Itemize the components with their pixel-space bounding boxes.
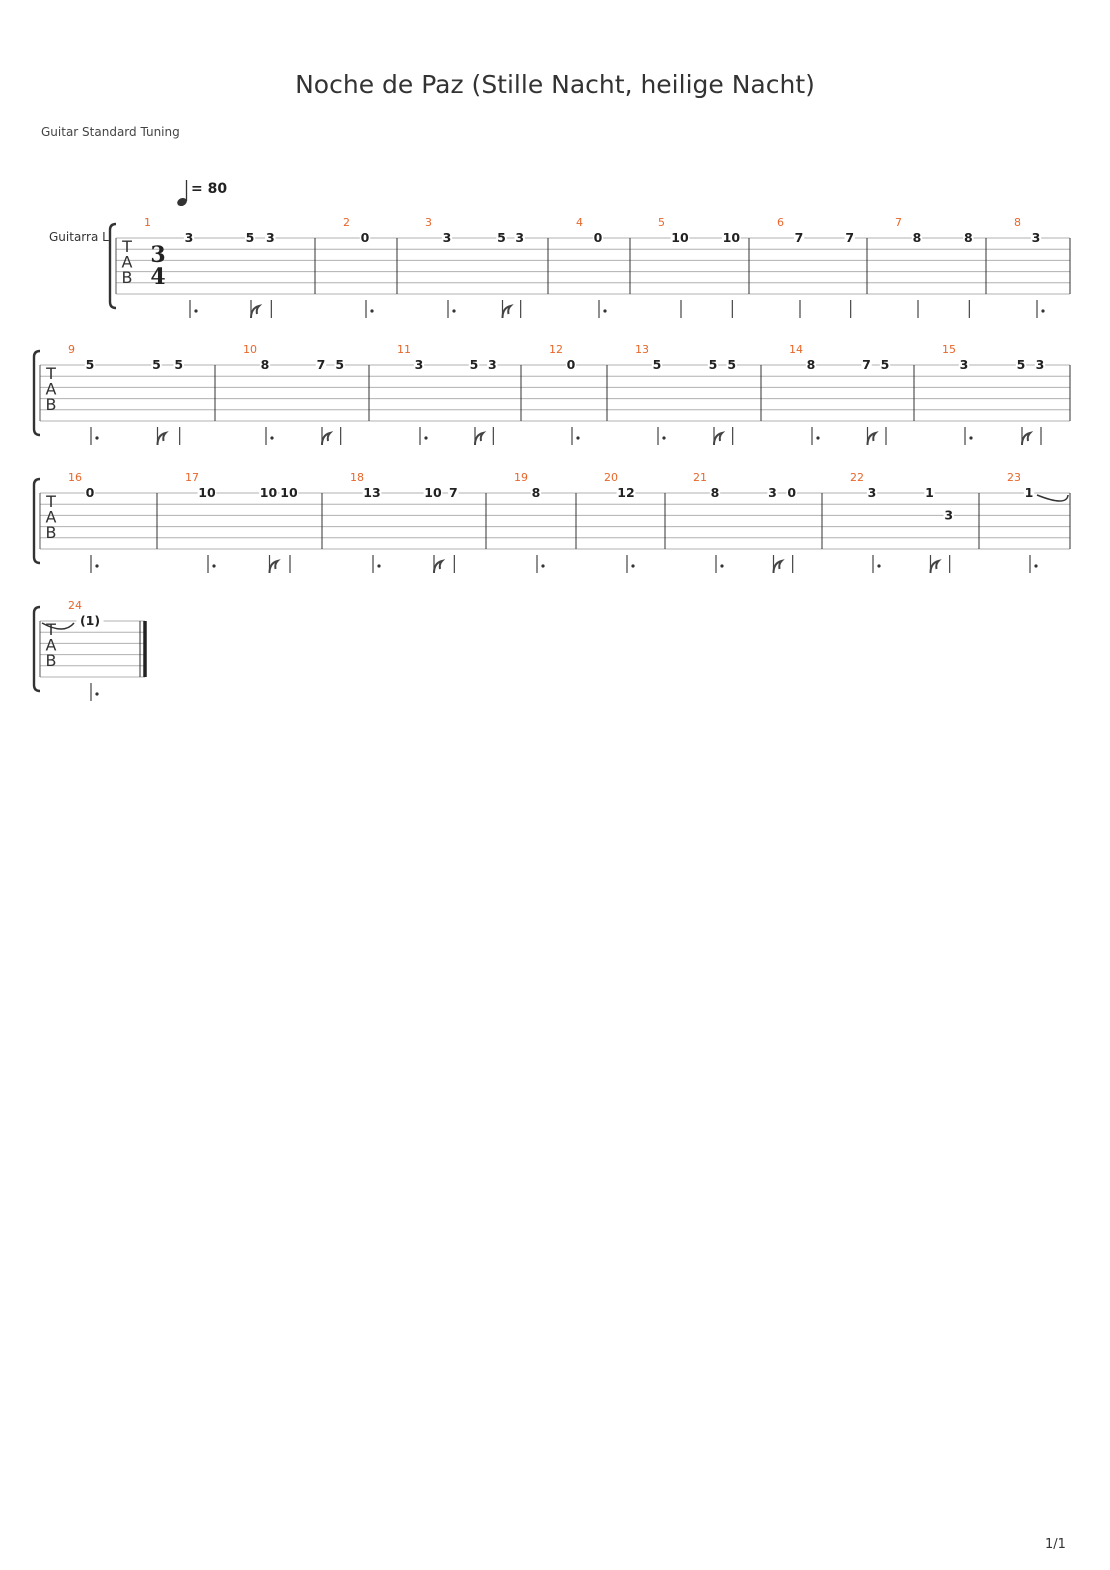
eighth-flag — [322, 433, 330, 445]
system-bracket — [110, 224, 116, 308]
fret-number: 3 — [184, 230, 194, 245]
measure-number: 20 — [604, 471, 618, 484]
fret-number: 1 — [1024, 485, 1034, 500]
dot-mark — [95, 564, 98, 567]
fret-number: 1 — [925, 485, 934, 500]
dot-mark — [270, 436, 273, 439]
dot-mark — [452, 309, 455, 312]
time-signature-bottom: 4 — [150, 264, 166, 290]
fret-number: 8 — [531, 485, 541, 500]
tab-clef-letter: T — [46, 364, 56, 383]
dot-mark — [1034, 564, 1037, 567]
fret-number: 3 — [959, 357, 969, 372]
fret-number: 3 — [944, 507, 954, 523]
fret-number: 10 — [280, 485, 298, 500]
tab-clef-letter: T — [46, 620, 56, 639]
fret-number: 8 — [912, 230, 922, 245]
measure-number: 16 — [68, 471, 82, 484]
measure-number: 19 — [514, 471, 528, 484]
tie-arc — [1037, 495, 1068, 501]
measure-number: 10 — [243, 343, 257, 356]
eighth-flag — [931, 561, 939, 573]
fret-number: 13 — [363, 485, 381, 500]
eighth-flag — [714, 433, 722, 445]
fret-number: 7 — [316, 357, 326, 372]
tab-clef-letter: B — [45, 523, 57, 542]
fret-number: 3 — [1035, 357, 1045, 372]
measure-number: 17 — [185, 471, 199, 484]
fret-number: (1) — [79, 613, 101, 628]
tab-clef-letter: A — [45, 635, 57, 655]
measure-number: 21 — [693, 471, 707, 484]
dot-mark — [877, 564, 880, 567]
tab-clef-letter: A — [45, 507, 57, 527]
measure-number: 6 — [777, 216, 784, 229]
measure-number: 14 — [789, 343, 803, 356]
fret-number: 5 — [880, 357, 890, 372]
fret-number: 5 — [1016, 357, 1026, 372]
time-signature-top: 3 — [150, 242, 166, 268]
measure-number: 13 — [635, 343, 649, 356]
song-title: Noche de Paz (Stille Nacht, heilige Nacht) — [295, 70, 815, 99]
measure-number: 4 — [576, 216, 583, 229]
measure-number: 5 — [658, 216, 665, 229]
fret-number: 0 — [593, 230, 603, 245]
fret-number: 3 — [515, 230, 525, 245]
dot-mark — [1041, 309, 1044, 312]
tab-clef-letter: T — [46, 492, 56, 511]
system-bracket — [34, 479, 40, 563]
measure-number: 18 — [350, 471, 364, 484]
measure-number: 22 — [850, 471, 864, 484]
tab-clef-letter: B — [45, 395, 57, 414]
fret-number: 8 — [963, 230, 973, 245]
fret-number: 3 — [442, 230, 452, 245]
eighth-flag — [503, 306, 511, 318]
eighth-flag — [774, 561, 782, 573]
fret-number: 3 — [265, 230, 275, 245]
measure-number: 12 — [549, 343, 563, 356]
fret-number: 3 — [487, 357, 497, 372]
dot-mark — [377, 564, 380, 567]
dot-mark — [424, 436, 427, 439]
measure-number: 7 — [895, 216, 902, 229]
tab-clef-letter: T — [122, 237, 132, 256]
eighth-flag — [475, 433, 483, 445]
dot-mark — [969, 436, 972, 439]
fret-number: 5 — [708, 357, 718, 372]
fret-number: 0 — [360, 230, 370, 245]
fret-number: 10 — [671, 230, 689, 245]
dot-mark — [541, 564, 544, 567]
dot-mark — [631, 564, 634, 567]
tab-clef-letter: A — [121, 252, 133, 272]
measure-number: 23 — [1007, 471, 1021, 484]
dot-mark — [194, 309, 197, 312]
eighth-flag — [1022, 433, 1030, 445]
fret-number: 0 — [787, 485, 797, 500]
dot-mark — [603, 309, 606, 312]
tab-clef-letter: B — [121, 268, 133, 287]
eighth-flag — [158, 433, 166, 445]
dot-mark — [95, 692, 98, 695]
fret-number: 8 — [806, 357, 816, 372]
dot-mark — [212, 564, 215, 567]
dot-mark — [95, 436, 98, 439]
fret-number: 5 — [335, 357, 345, 372]
measure-number: 24 — [68, 599, 82, 612]
measure-number: 11 — [397, 343, 411, 356]
tempo-label: = 80 — [191, 181, 228, 197]
fret-number: 3 — [768, 485, 777, 500]
fret-number: 10 — [198, 485, 216, 500]
fret-number: 0 — [85, 485, 95, 500]
measure-number: 2 — [343, 216, 350, 229]
eighth-flag — [434, 561, 442, 573]
fret-number: 5 — [152, 357, 161, 372]
fret-number: 8 — [710, 485, 720, 500]
fret-number: 5 — [652, 357, 662, 372]
fret-number: 7 — [794, 230, 804, 245]
fret-number: 10 — [424, 485, 442, 500]
measure-number: 9 — [68, 343, 75, 356]
tab-clef-letter: A — [45, 379, 57, 399]
fret-number: 5 — [727, 357, 737, 372]
tab-clef-letter: B — [45, 651, 57, 670]
measure-number: 15 — [942, 343, 956, 356]
fret-number: 3 — [1031, 230, 1041, 245]
eighth-flag — [868, 433, 876, 445]
measure-number: 8 — [1014, 216, 1021, 229]
fret-number: 7 — [862, 357, 871, 372]
measure-number: 3 — [425, 216, 432, 229]
fret-number: 10 — [259, 485, 278, 500]
fret-number: 0 — [566, 357, 576, 372]
system-bracket — [34, 607, 40, 691]
dot-mark — [662, 436, 665, 439]
fret-number: 5 — [174, 357, 184, 372]
fret-number: 12 — [617, 485, 635, 500]
fret-number: 7 — [448, 485, 458, 500]
dot-mark — [816, 436, 819, 439]
fret-number: 5 — [245, 230, 255, 245]
tuning-label: Guitar Standard Tuning — [41, 125, 180, 139]
fret-number: 5 — [497, 230, 506, 245]
measure-number: 1 — [144, 216, 151, 229]
dot-mark — [370, 309, 373, 312]
page-number: 1/1 — [1045, 1537, 1066, 1552]
fret-number: 5 — [469, 357, 479, 372]
fret-number: 3 — [414, 357, 424, 372]
eighth-flag — [251, 306, 259, 318]
fret-number: 5 — [85, 357, 95, 372]
fret-number: 7 — [845, 230, 855, 245]
fret-number: 10 — [722, 230, 741, 245]
system-bracket — [34, 351, 40, 435]
fret-number: 8 — [260, 357, 270, 372]
dot-mark — [720, 564, 723, 567]
track-name: Guitarra L — [49, 230, 109, 244]
dot-mark — [576, 436, 579, 439]
fret-number: 3 — [867, 485, 877, 500]
eighth-flag — [270, 561, 278, 573]
